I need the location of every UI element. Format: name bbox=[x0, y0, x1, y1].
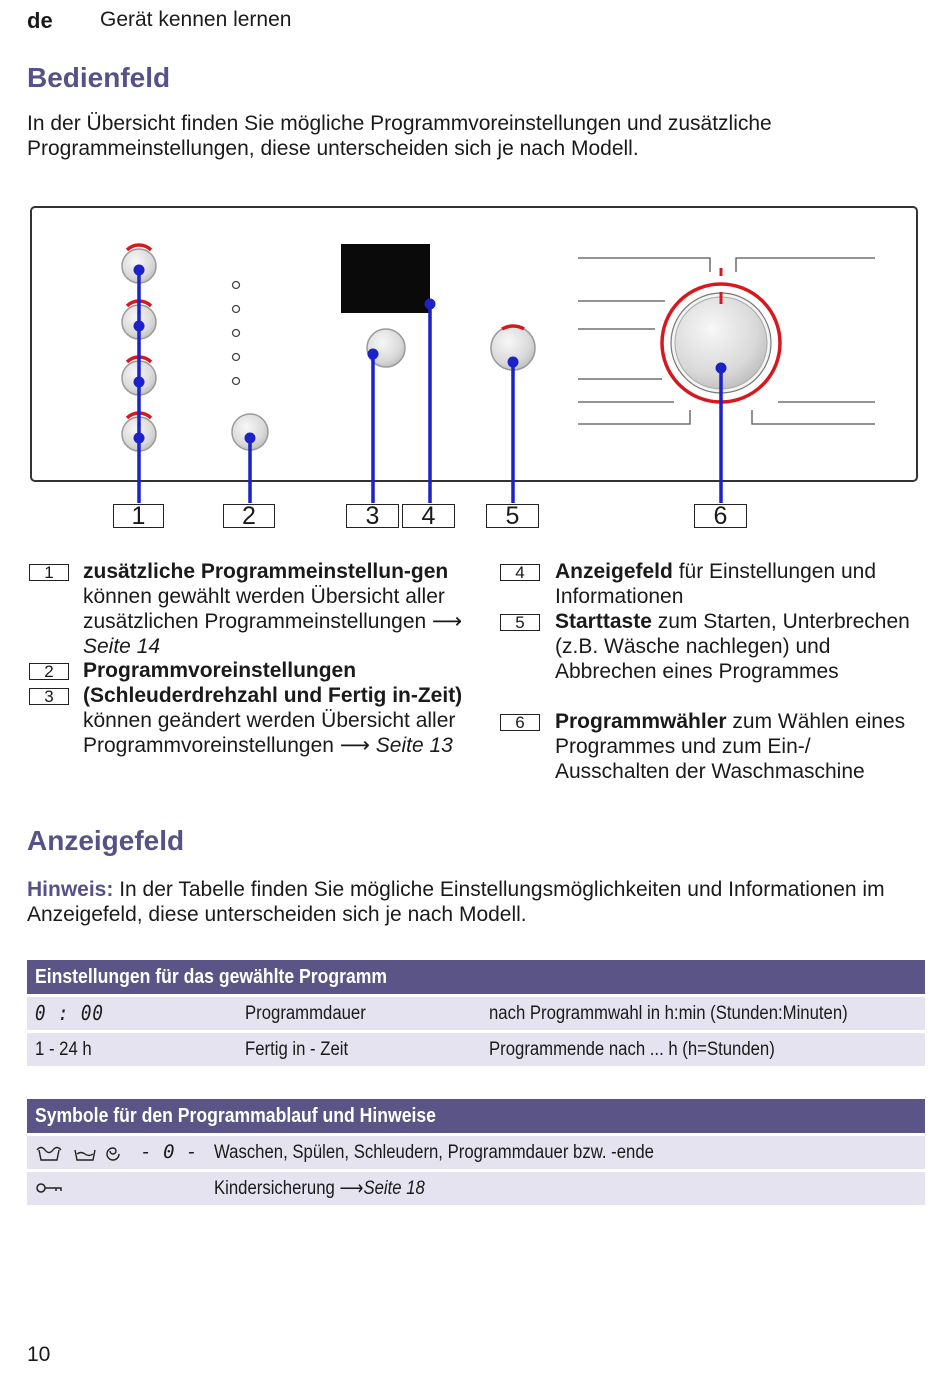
legend-num-6: 6 bbox=[500, 714, 540, 731]
table-cell bbox=[27, 1172, 206, 1205]
duration-symbol: - 0 - bbox=[140, 1141, 198, 1163]
child-lock-ref[interactable]: Seite 18 bbox=[363, 1178, 425, 1199]
table-cell: Programmende nach ... h (h=Stunden) bbox=[481, 1033, 925, 1066]
legend-num-3: 3 bbox=[29, 688, 69, 705]
table-row bbox=[27, 1136, 925, 1169]
table-cell: 0 : 00 bbox=[27, 997, 237, 1030]
table-row bbox=[27, 1033, 925, 1066]
table-cell: Fertig in - Zeit bbox=[237, 1033, 481, 1066]
hint-paragraph bbox=[27, 877, 932, 927]
legend-item-1-ref[interactable]: Seite 14 bbox=[83, 635, 161, 658]
callout-5: 5 bbox=[486, 504, 539, 528]
hint-text: In der Tabelle finden Sie mögliche Einstellungsmöglichkeiten und Informationen im Anzeigefeld, diese unterscheiden sich je nach Modell. bbox=[27, 878, 885, 926]
table-cell: 1 - 24 h bbox=[27, 1033, 237, 1066]
arrow-icon: ⟶ bbox=[339, 1178, 364, 1199]
arrow-icon: ⟶ bbox=[339, 734, 370, 757]
legend-item-6-title: Programmwähler bbox=[555, 710, 727, 733]
section-title-bedienfeld: Bedienfeld bbox=[27, 62, 171, 93]
callout-4: 4 bbox=[402, 504, 455, 528]
section-title-anzeigefeld: Anzeigefeld bbox=[27, 825, 185, 856]
intro-text: In der Übersicht finden Sie mögliche Programmvoreinstellungen und zusätzliche Programmeinstellungen, diese unterscheiden sich je nach Modell. bbox=[27, 112, 772, 160]
table-cell bbox=[206, 1172, 925, 1205]
legend-item-3-text: können geändert werden Übersicht aller Programmvoreinstellungen bbox=[83, 709, 456, 757]
settings-table bbox=[27, 960, 925, 1066]
callout-2: 2 bbox=[223, 504, 275, 528]
legend-item-5 bbox=[555, 609, 925, 684]
hint-label: Hinweis: bbox=[27, 878, 114, 901]
callout-3: 3 bbox=[346, 504, 399, 528]
display-screen bbox=[341, 244, 430, 313]
wash-rinse-spin-icons bbox=[35, 1142, 135, 1164]
table-cell bbox=[27, 1136, 206, 1169]
legend-item-5-text: zum Starten, Unterbrechen (z.B. Wäsche nachlegen) und Abbrechen eines Programmes bbox=[555, 610, 910, 683]
indicator-leds bbox=[233, 282, 240, 385]
header-title: Gerät kennen lernen bbox=[100, 8, 292, 31]
table-row bbox=[27, 997, 925, 1030]
legend-item-3-title: (Schleuderdrehzahl und Fertig in-Zeit) bbox=[83, 684, 463, 707]
legend-item-2 bbox=[83, 658, 463, 683]
legend-item-3-ref[interactable]: Seite 13 bbox=[375, 734, 453, 757]
legend-num-2: 2 bbox=[29, 663, 69, 680]
header-lang: de bbox=[27, 8, 53, 33]
settings-table-header: Einstellungen für das gewählte Programm bbox=[27, 960, 925, 994]
legend-num-4: 4 bbox=[500, 564, 540, 581]
table-row bbox=[27, 1172, 925, 1205]
legend-num-5: 5 bbox=[500, 614, 540, 631]
legend-item-1 bbox=[83, 559, 463, 659]
legend-num-1: 1 bbox=[29, 564, 69, 581]
legend-item-1-title: zusätzliche Programmeinstellun-gen bbox=[83, 560, 449, 583]
table-cell: nach Programmwahl in h:min (Stunden:Minuten) bbox=[481, 997, 925, 1030]
control-panel-illustration bbox=[0, 0, 950, 540]
legend-item-6 bbox=[555, 709, 925, 784]
table-cell: Programmdauer bbox=[237, 997, 481, 1030]
arrow-icon: ⟶ bbox=[432, 610, 463, 633]
callout-1: 1 bbox=[113, 504, 164, 528]
page-number: 10 bbox=[27, 1343, 51, 1366]
symbols-table-header: Symbole für den Programmablauf und Hinweise bbox=[27, 1099, 925, 1133]
legend-item-4 bbox=[555, 559, 925, 609]
legend-item-6-text: zum Wählen eines Programmes und zum Ein-/ Ausschalten der Waschmaschine bbox=[555, 710, 906, 783]
table-cell: Waschen, Spülen, Schleudern, Programmdauer bzw. -ende bbox=[206, 1136, 925, 1169]
legend-item-4-title: Anzeigefeld bbox=[555, 560, 673, 583]
legend-item-3 bbox=[83, 683, 463, 758]
child-lock-label: Kindersicherung bbox=[214, 1178, 335, 1199]
key-icon bbox=[35, 1181, 65, 1195]
legend-item-5-title: Starttaste bbox=[555, 610, 652, 633]
legend-item-2-title: Programmvoreinstellungen bbox=[83, 659, 357, 682]
symbols-table bbox=[27, 1099, 925, 1205]
legend-item-4-text: für Einstellungen und Informationen bbox=[555, 560, 876, 608]
callout-6: 6 bbox=[694, 504, 747, 528]
legend-item-1-text: können gewählt werden Übersicht aller zusätzlichen Programmeinstellungen bbox=[83, 585, 445, 633]
